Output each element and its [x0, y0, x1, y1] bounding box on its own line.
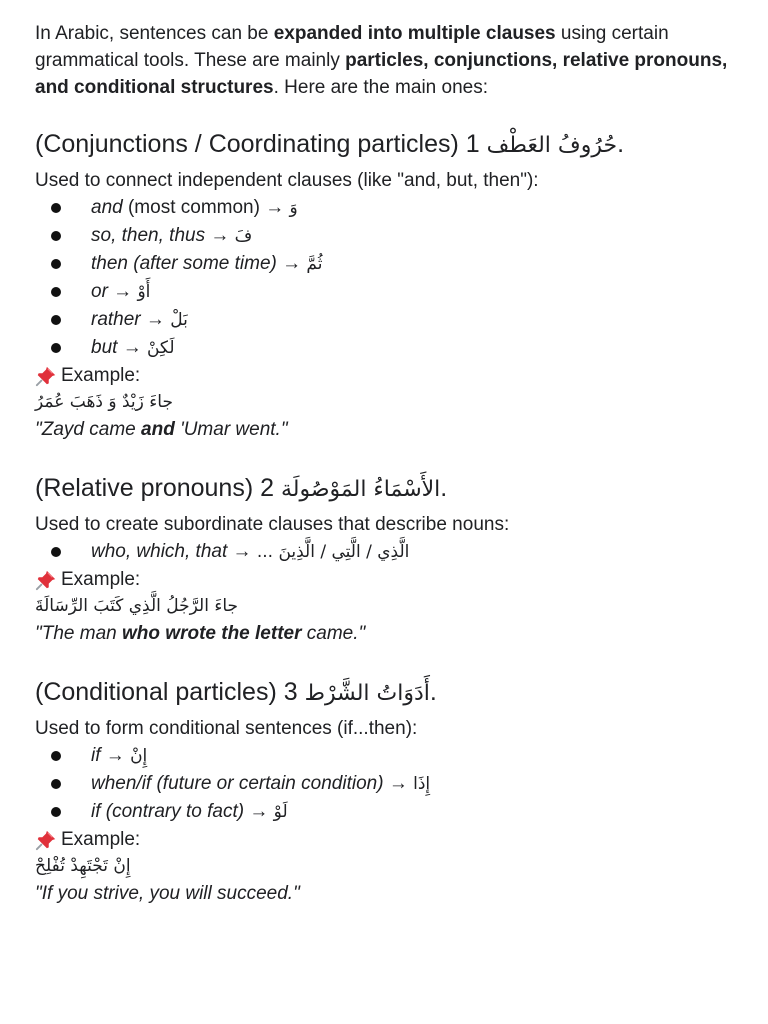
item-arabic: ... الَّذِي / الَّتِي / الَّذِينَ — [256, 542, 410, 562]
section-number: 1. — [465, 130, 625, 158]
section-arabic-title: حُرُوفُ العَطْف — [486, 133, 618, 158]
example-translation-pre: "The man — [35, 623, 123, 644]
pushpin-icon — [35, 829, 57, 851]
list-item — [35, 770, 738, 798]
bullet-dot — [51, 547, 61, 557]
section-number: 2. — [260, 474, 448, 502]
section-number: 3. — [283, 678, 437, 706]
list-item — [35, 306, 738, 334]
item-arabic: إِذَا — [413, 774, 431, 794]
bullet-list — [35, 538, 738, 566]
item-english: and — [91, 197, 123, 218]
item-arrow: → — [244, 801, 274, 822]
pushpin-icon — [35, 365, 57, 387]
bullet-dot — [51, 231, 61, 241]
bullet-dot — [51, 751, 61, 761]
intro-paragraph — [35, 20, 738, 101]
item-english: but — [91, 337, 118, 358]
example-label-text: Example: — [61, 829, 141, 850]
bullet-dot — [51, 315, 61, 325]
item-arrow: → — [140, 309, 171, 330]
item-arrow: → — [117, 337, 147, 358]
list-item — [35, 278, 738, 306]
example-translation — [35, 416, 738, 443]
list-item — [35, 194, 738, 222]
example-label-text: Example: — [61, 365, 141, 386]
item-arabic: أَوْ — [137, 282, 151, 302]
section-1 — [35, 127, 738, 443]
item-arabic: لَكِنْ — [146, 338, 175, 358]
item-english: if — [91, 745, 101, 766]
intro-bold-1: expanded into multiple clauses — [273, 23, 556, 44]
item-arrow: → — [107, 281, 138, 302]
example-translation-post: came." — [301, 623, 366, 644]
section-arabic-title: أَدَوَاتُ الشَّرْط — [304, 681, 430, 706]
section-heading — [35, 675, 738, 711]
item-arrow: → — [227, 541, 257, 562]
section-english-title: (Conjunctions / Coordinating particles) — [35, 130, 459, 158]
example-translation — [35, 620, 738, 647]
bullet-list — [35, 194, 738, 362]
item-english: if (contrary to fact) — [91, 801, 245, 822]
bullet-dot — [51, 259, 61, 269]
bullet-dot — [51, 779, 61, 789]
example-label — [35, 826, 738, 853]
section-english-title: (Relative pronouns) — [35, 474, 254, 502]
intro-text-1: In Arabic, sentences can be — [35, 23, 274, 44]
example-arabic: جاءَ الرَّجُلُ الَّذِي كَتَبَ الرِّسَالَةَ — [35, 596, 239, 616]
item-english: who, which, that — [91, 541, 228, 562]
item-arabic: فَ — [234, 226, 253, 246]
intro-bold-2: particles, conjunctions, relative pronouns, and conditional structures — [35, 50, 728, 98]
section-english-title: (Conditional particles) — [35, 678, 277, 706]
item-english: rather — [91, 309, 141, 330]
section-description: Used to create subordinate clauses that describe nouns: — [35, 514, 510, 535]
sections-container — [35, 127, 738, 907]
bullet-dot — [51, 807, 61, 817]
example-label-text: Example: — [61, 569, 141, 590]
item-arrow: → — [259, 197, 290, 218]
bullet-dot — [51, 343, 61, 353]
item-arabic: إِنْ — [130, 746, 148, 766]
intro-text-3: . Here are the main ones: — [273, 77, 488, 98]
item-note: (most common) — [122, 197, 260, 218]
section-2 — [35, 471, 738, 647]
item-english: or — [91, 281, 108, 302]
item-arrow: → — [205, 225, 235, 246]
list-item — [35, 334, 738, 362]
bullet-dot — [51, 203, 61, 213]
section-heading — [35, 127, 738, 163]
item-english: when/if (future or certain condition) — [91, 773, 384, 794]
example-translation-bold: who wrote the letter — [122, 623, 302, 644]
item-english: so, then, thus — [91, 225, 206, 246]
example-translation — [35, 880, 738, 907]
item-arrow: → — [100, 745, 131, 766]
section-description: Used to connect independent clauses (like "and, but, then"): — [35, 170, 539, 191]
section-3 — [35, 675, 738, 907]
section-description: Used to form conditional sentences (if...then): — [35, 718, 418, 739]
item-arrow: → — [276, 253, 307, 274]
example-translation-pre: "If you strive, you will succeed." — [35, 883, 300, 904]
pushpin-icon — [35, 569, 57, 591]
bullet-dot — [51, 287, 61, 297]
example-translation-bold: and — [141, 419, 175, 440]
item-arrow: → — [383, 773, 414, 794]
item-arabic: بَلْ — [170, 310, 188, 330]
item-arabic: وَ — [289, 198, 298, 218]
list-item — [35, 742, 738, 770]
example-translation-pre: "Zayd came — [35, 419, 142, 440]
item-arabic: ثُمَّ — [306, 254, 323, 274]
item-arabic: لَوْ — [273, 802, 288, 822]
intro-text-2: using certain grammatical tools. These are mainly — [35, 23, 669, 71]
example-arabic: جاءَ زَيْدٌ وَ ذَهَبَ عُمَرُ — [35, 392, 173, 412]
example-label — [35, 362, 738, 389]
section-arabic-title: الأَسْمَاءُ المَوْصُولَة — [280, 477, 441, 502]
bullet-list — [35, 742, 738, 826]
list-item — [35, 538, 738, 566]
item-english: then (after some time) — [91, 253, 277, 274]
example-translation-post: 'Umar went." — [174, 419, 288, 440]
list-item — [35, 798, 738, 826]
section-heading — [35, 471, 738, 507]
list-item — [35, 250, 738, 278]
example-label — [35, 566, 738, 593]
list-item — [35, 222, 738, 250]
example-arabic: إِنْ تَجْتَهِدْ تُفْلِحْ — [35, 856, 131, 876]
